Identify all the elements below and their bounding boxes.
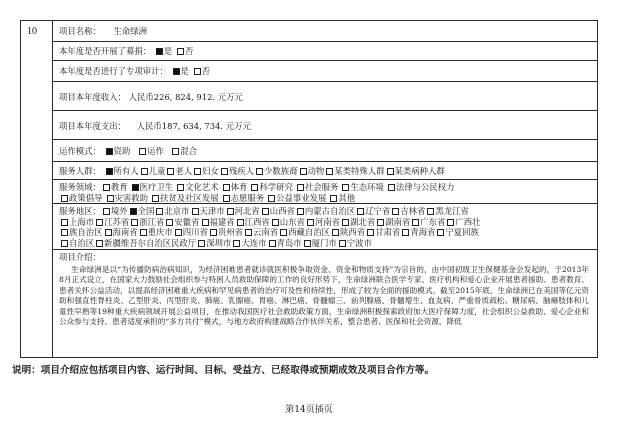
option-label: 少数族裔 — [264, 166, 298, 176]
checkbox-icon[interactable] — [223, 195, 230, 202]
option-label: 生态环境 — [350, 182, 384, 192]
operation-row — [53, 140, 597, 162]
checkbox-icon[interactable] — [377, 219, 384, 226]
service-fields-label: 服务领域： — [59, 182, 101, 192]
checkbox-icon[interactable] — [245, 229, 252, 236]
service-fields-options — [59, 193, 357, 203]
checkbox-icon[interactable] — [61, 219, 68, 226]
checkbox-icon[interactable] — [198, 240, 205, 247]
option-label: 四川省 — [182, 227, 208, 237]
option-label: 公益事业发展 — [276, 192, 327, 203]
option-label: 教育 — [110, 182, 128, 192]
checkbox-icon[interactable] — [172, 148, 179, 155]
option-label: 天津市 — [199, 206, 225, 216]
option-label: 陕西省 — [340, 227, 366, 237]
service-regions-label: 服务地区： — [59, 206, 101, 216]
option-label: 福建省 — [209, 216, 235, 227]
fundraising-row — [53, 42, 597, 61]
checkbox-icon[interactable] — [132, 184, 139, 191]
option-label: 族自治区 — [69, 227, 103, 237]
audit-row — [53, 61, 597, 82]
checkbox-icon[interactable] — [272, 219, 279, 226]
option-label: 老人 — [175, 166, 193, 176]
beneficiaries-label: 服务人群： — [59, 166, 101, 176]
checkbox-icon[interactable] — [61, 229, 68, 236]
option-label: 是 — [180, 66, 189, 76]
beneficiaries-options — [104, 166, 445, 176]
checkbox-icon[interactable] — [194, 168, 201, 175]
checkbox-icon[interactable] — [427, 208, 434, 215]
option-label: 医疗卫生 — [139, 182, 174, 192]
checkbox-icon[interactable] — [262, 208, 269, 215]
option-label: 山东省 — [279, 216, 305, 227]
option-label: 云南省 — [253, 227, 279, 237]
checkbox-icon[interactable] — [227, 208, 234, 215]
service-regions-options — [59, 227, 479, 237]
checkbox-icon[interactable] — [131, 219, 138, 226]
option-label: 资助 — [113, 146, 131, 156]
checkbox-icon[interactable] — [330, 195, 337, 202]
checkbox-icon[interactable] — [106, 168, 113, 175]
checkbox-icon[interactable] — [268, 195, 275, 202]
checkbox-icon[interactable] — [412, 219, 419, 226]
intro-row — [53, 250, 597, 359]
checkbox-icon[interactable] — [96, 219, 103, 226]
option-label: 宁夏回族 — [445, 227, 479, 237]
checkbox-icon[interactable] — [141, 168, 148, 175]
service-regions-row — [53, 204, 597, 250]
project-details — [53, 21, 597, 357]
row-number: 10 — [27, 26, 37, 37]
checkbox-icon[interactable] — [221, 168, 228, 175]
checkbox-icon[interactable] — [107, 195, 114, 202]
checkbox-icon[interactable] — [233, 240, 240, 247]
checkbox-icon[interactable] — [332, 229, 339, 236]
checkbox-icon[interactable] — [297, 184, 304, 191]
option-label: 所有人 — [113, 166, 139, 176]
option-label: 文化艺术 — [185, 182, 219, 192]
option-label: 妇女 — [202, 166, 219, 176]
option-label: 山西省 — [269, 206, 295, 216]
income-row — [53, 82, 597, 111]
checkbox-icon[interactable] — [156, 208, 163, 215]
option-label: 河北省 — [234, 206, 260, 216]
checkbox-icon[interactable] — [105, 229, 112, 236]
option-label: 宁波市 — [346, 237, 372, 248]
income-value: 人民币226, 824, 912. 元万元 — [128, 92, 243, 102]
checkbox-icon[interactable] — [173, 68, 180, 75]
option-label: 甘肃省 — [375, 227, 401, 237]
option-label: 灾害救助 — [114, 192, 148, 203]
service-fields-options — [101, 182, 457, 192]
service-regions-options — [59, 217, 481, 227]
checkbox-icon[interactable] — [140, 229, 147, 236]
option-label: 河南省 — [314, 216, 340, 227]
checkbox-icon[interactable] — [367, 229, 374, 236]
expense-row — [53, 111, 597, 140]
checkbox-icon[interactable] — [152, 195, 159, 202]
checkbox-icon[interactable] — [300, 168, 307, 175]
option-label: 江西省 — [244, 216, 270, 227]
expense-value: 人民币187, 634, 734. 元万元 — [136, 121, 251, 131]
service-regions-options — [101, 206, 469, 216]
checkbox-icon[interactable] — [156, 48, 163, 55]
checkbox-icon[interactable] — [96, 240, 103, 247]
option-label: 科学研究 — [259, 182, 293, 192]
option-label: 厦门市 — [311, 237, 337, 248]
option-label: 某类病种人群 — [394, 166, 445, 176]
expense-label: 项目本年度支出： — [59, 121, 126, 131]
option-label: 儿童 — [148, 166, 166, 176]
option-label: 新疆维吾尔自治区民政厅 — [104, 237, 197, 248]
option-label: 青海省 — [410, 227, 436, 237]
checkbox-icon[interactable] — [326, 168, 333, 175]
checkbox-icon[interactable] — [447, 219, 454, 226]
intro-label: 项目介绍： — [59, 252, 101, 262]
option-label: 贵州省 — [217, 227, 243, 237]
service-regions-options — [59, 238, 372, 248]
checkbox-icon[interactable] — [223, 184, 230, 191]
checkbox-icon[interactable] — [342, 219, 349, 226]
option-label: 自治区 — [69, 237, 95, 248]
checkbox-icon[interactable] — [402, 229, 409, 236]
option-label: 大连市 — [241, 237, 267, 248]
operation-label: 运作模式： — [59, 146, 101, 156]
checkbox-icon[interactable] — [280, 229, 287, 236]
option-label: 湖北省 — [350, 216, 376, 227]
checkbox-icon[interactable] — [210, 229, 217, 236]
checkbox-icon[interactable] — [139, 148, 146, 155]
checkbox-icon[interactable] — [387, 168, 394, 175]
intro-text: 生命绿洲是以“为传播防病治病知识，为经济困难患者就诊就医积极争取资金、资金和物质支持”为宗旨的，由中国初级卫生保健基金会发起的，于2013年8月正式设立，在国家大力鼓励社会组织参与特困人员救助保障的工作的良好形势下，生命绿洲联合医学专家、医疗机构和爱心企业开展患者援助、患者教育、患者关怀公益活动，以提高经济困难重大疾病和罕见病患者的治疗可及性和持续性，形成了较为全面的援助模式。截至2015年底，生命绿洲已在美国等亿元资助和强直性脊柱炎、乙型肝炎、丙型肝炎、肺癌、乳腺癌、胃癌、淋巴癌、骨髓瘤三、前列腺癌、骨髓增生、血友病、严重骨质疏松、糖尿病、脑瘫肢体和儿童性早熟等19种重大疾病领域开展公益项目，在推动我国医疗社会救助政策方面，生命绿洲积极探索政府加大医疗保障力度，社会组织公益救助、爱心企业和公众参与支持、患者适度承担的“多方共付”模式，与地方政府构建战略合作伙伴关系，整合患者、医保和社会资源，降低 — [59, 265, 589, 327]
option-label: 重庆市 — [147, 227, 173, 237]
option-label: 法律与公民权力 — [395, 182, 455, 192]
option-label: 安徽省 — [174, 216, 200, 227]
checkbox-icon[interactable] — [194, 68, 201, 75]
checkbox-icon[interactable] — [304, 240, 311, 247]
option-label: 深圳市 — [206, 237, 232, 248]
option-label: 内蒙古自治区 — [304, 206, 356, 216]
page-label: 第14页插页 — [285, 405, 333, 415]
option-label: 扶贫及社区发展 — [160, 192, 219, 203]
option-label: 黑龙江省 — [435, 206, 469, 216]
beneficiaries-row — [53, 162, 597, 180]
service-fields-row — [53, 180, 597, 204]
checkbox-icon[interactable] — [167, 168, 174, 175]
option-label: 广西壮 — [455, 216, 481, 227]
checkbox-icon[interactable] — [130, 208, 137, 215]
row-number-cell — [21, 21, 53, 357]
checkbox-icon[interactable] — [175, 229, 182, 236]
checkbox-icon[interactable] — [437, 229, 444, 236]
checkbox-icon[interactable] — [106, 148, 113, 155]
option-label: 上海市 — [69, 216, 95, 227]
checkbox-icon[interactable] — [339, 240, 346, 247]
option-label: 境外 — [110, 206, 128, 216]
option-label: 北京市 — [164, 206, 190, 216]
fundraising-question: 本年度是否开展了募捐： — [59, 46, 152, 56]
checkbox-icon[interactable] — [388, 184, 395, 191]
income-label: 项目本年度收入： — [59, 92, 126, 102]
audit-question: 本年度是否进行了专项审计： — [59, 66, 168, 76]
checkbox-icon[interactable] — [357, 208, 364, 215]
checkbox-icon[interactable] — [237, 219, 244, 226]
project-table — [20, 20, 598, 358]
option-label: 政策倡导 — [69, 192, 103, 203]
checkbox-icon[interactable] — [61, 240, 68, 247]
checkbox-icon[interactable] — [269, 240, 276, 247]
option-label: 吉林省 — [400, 206, 426, 216]
checkbox-icon[interactable] — [61, 195, 68, 202]
project-name-label: 项目名称： — [59, 26, 101, 36]
option-label: 浙江省 — [139, 216, 165, 227]
checkbox-icon[interactable] — [177, 184, 184, 191]
option-label: 运作 — [146, 146, 164, 156]
checkbox-icon[interactable] — [202, 219, 209, 226]
checkbox-icon[interactable] — [177, 48, 184, 55]
project-name-row — [53, 21, 597, 42]
option-label: 某类特殊人群 — [334, 166, 385, 176]
option-label: 是 — [163, 46, 173, 56]
checkbox-icon[interactable] — [251, 184, 258, 191]
option-label: 社会服务 — [304, 182, 339, 192]
option-label: 否 — [201, 66, 210, 76]
checkbox-icon[interactable] — [103, 184, 110, 191]
option-label: 其他 — [338, 192, 356, 203]
checkbox-icon[interactable] — [342, 184, 349, 191]
option-label: 辽宁省 — [365, 206, 391, 216]
checkbox-icon[interactable] — [103, 208, 110, 215]
project-name-value: 生命绿洲 — [113, 26, 148, 36]
checkbox-icon[interactable] — [307, 219, 314, 226]
option-label: 混合 — [180, 146, 198, 156]
option-label: 江苏省 — [104, 216, 130, 227]
checkbox-icon[interactable] — [392, 208, 399, 215]
option-label: 海南省 — [112, 227, 138, 237]
option-label: 志愿服务 — [230, 192, 265, 203]
option-label: 否 — [184, 46, 194, 56]
option-label: 湖南省 — [385, 216, 411, 227]
option-label: 体育 — [230, 182, 248, 192]
option-label: 全国 — [137, 206, 155, 216]
checkbox-icon[interactable] — [192, 208, 199, 215]
option-label: 青岛市 — [276, 237, 302, 248]
option-label: 残疾人 — [228, 166, 255, 176]
checkbox-icon[interactable] — [166, 219, 173, 226]
option-label: 广东省 — [420, 216, 446, 227]
checkbox-icon[interactable] — [297, 208, 304, 215]
form-note: 说明：项目介绍应包括项目内容、运行时间、目标、受益方、已经取得或预期成效及项目合作方等。 — [12, 365, 435, 376]
checkbox-icon[interactable] — [256, 168, 263, 175]
option-label: 西藏自治区 — [288, 227, 330, 237]
option-label: 动物 — [307, 166, 325, 176]
